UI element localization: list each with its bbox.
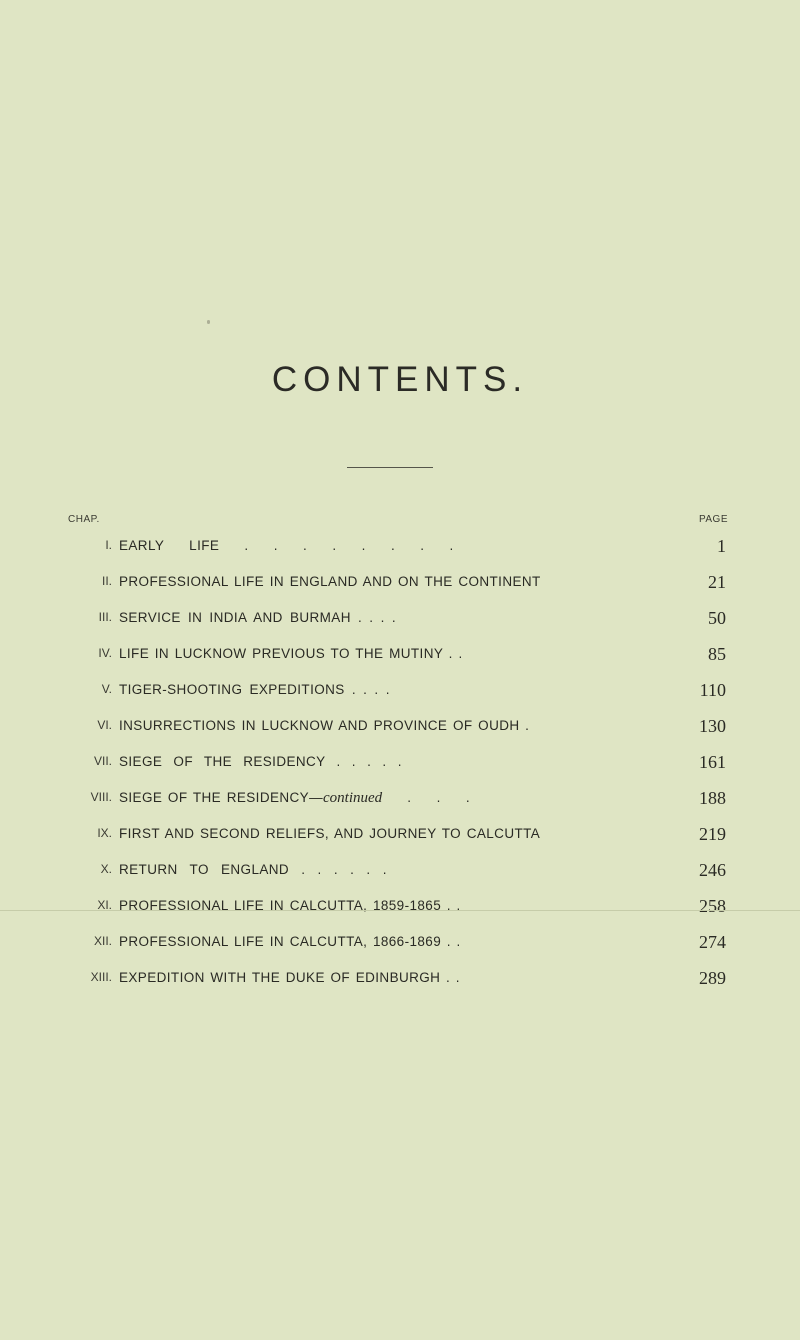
chap-column-header: CHAP. [68, 514, 100, 525]
chapter-number: XIII. [90, 970, 112, 984]
chapter-number: VIII. [90, 790, 112, 804]
page-number: 161 [699, 752, 726, 772]
chapter-title [119, 790, 470, 807]
page-number: 130 [699, 716, 726, 736]
toc-entry[interactable] [0, 536, 800, 560]
chapter-number: II. [101, 574, 112, 588]
chapter-number: VI. [97, 718, 112, 732]
page-number: 289 [699, 968, 726, 988]
page-number: 274 [699, 932, 726, 952]
chapter-title-text: SIEGE OF THE RESIDENCY— [119, 790, 323, 805]
chapter-number: V. [101, 682, 112, 696]
page-number: 188 [699, 788, 726, 808]
page-number: 50 [708, 608, 726, 628]
chapter-number: X. [100, 862, 112, 876]
chapter-title: RETURN TO ENGLAND . . . . . . [119, 862, 387, 877]
chapter-number: XI. [97, 898, 112, 912]
chapter-title: EARLY LIFE . . . . . . . . [119, 538, 454, 553]
toc-entry[interactable] [0, 572, 800, 596]
chapter-title: PROFESSIONAL LIFE IN ENGLAND AND ON THE CONTINENT [119, 574, 541, 589]
toc-entry[interactable] [0, 968, 800, 992]
chapter-title: PROFESSIONAL LIFE IN CALCUTTA, 1859-1865 . . [119, 898, 461, 913]
chapter-title: TIGER-SHOOTING EXPEDITIONS . . . . [119, 682, 390, 697]
chapter-number: IX. [97, 826, 112, 840]
page-column-header: PAGE [698, 514, 728, 525]
page-number: 1 [717, 536, 726, 556]
toc-entry[interactable] [0, 644, 800, 668]
page-number: 85 [708, 644, 726, 664]
title-divider [347, 467, 433, 468]
chapter-title-italic: continued [323, 790, 383, 806]
page-edge-line [0, 910, 800, 911]
chapter-title: PROFESSIONAL LIFE IN CALCUTTA, 1866-1869 . . [119, 934, 461, 949]
toc-entry[interactable] [0, 860, 800, 884]
toc-entry[interactable] [0, 752, 800, 776]
chapter-title: SIEGE OF THE RESIDENCY . . . . . [119, 754, 402, 769]
toc-entry[interactable] [0, 788, 800, 812]
chapter-title: EXPEDITION WITH THE DUKE OF EDINBURGH . . [119, 970, 460, 985]
chapter-number: I. [105, 538, 112, 552]
chapter-number: VII. [93, 754, 112, 768]
chapter-title: LIFE IN LUCKNOW PREVIOUS TO THE MUTINY . . [119, 646, 463, 661]
chapter-title-leader: . . . [382, 790, 471, 805]
chapter-title: SERVICE IN INDIA AND BURMAH . . . . [119, 610, 397, 625]
toc-entry[interactable] [0, 896, 800, 920]
page-number: 219 [699, 824, 726, 844]
toc-entry[interactable] [0, 608, 800, 632]
page-number: 246 [699, 860, 726, 880]
toc-entry[interactable] [0, 824, 800, 848]
chapter-number: IV. [98, 646, 112, 660]
toc-entry[interactable] [0, 716, 800, 740]
page-number: 21 [708, 572, 726, 592]
page-number: 110 [699, 680, 726, 700]
chapter-title: INSURRECTIONS IN LUCKNOW AND PROVINCE OF OUDH . [119, 718, 530, 733]
page-title: CONTENTS. [271, 360, 529, 399]
chapter-number: XII. [93, 934, 112, 948]
chapter-number: III. [98, 610, 112, 624]
page-number: 258 [699, 896, 726, 916]
toc-entry[interactable] [0, 932, 800, 956]
chapter-title: FIRST AND SECOND RELIEFS, AND JOURNEY TO CALCUTTA [119, 826, 541, 841]
toc-entry[interactable] [0, 680, 800, 704]
ink-smudge [207, 320, 210, 324]
